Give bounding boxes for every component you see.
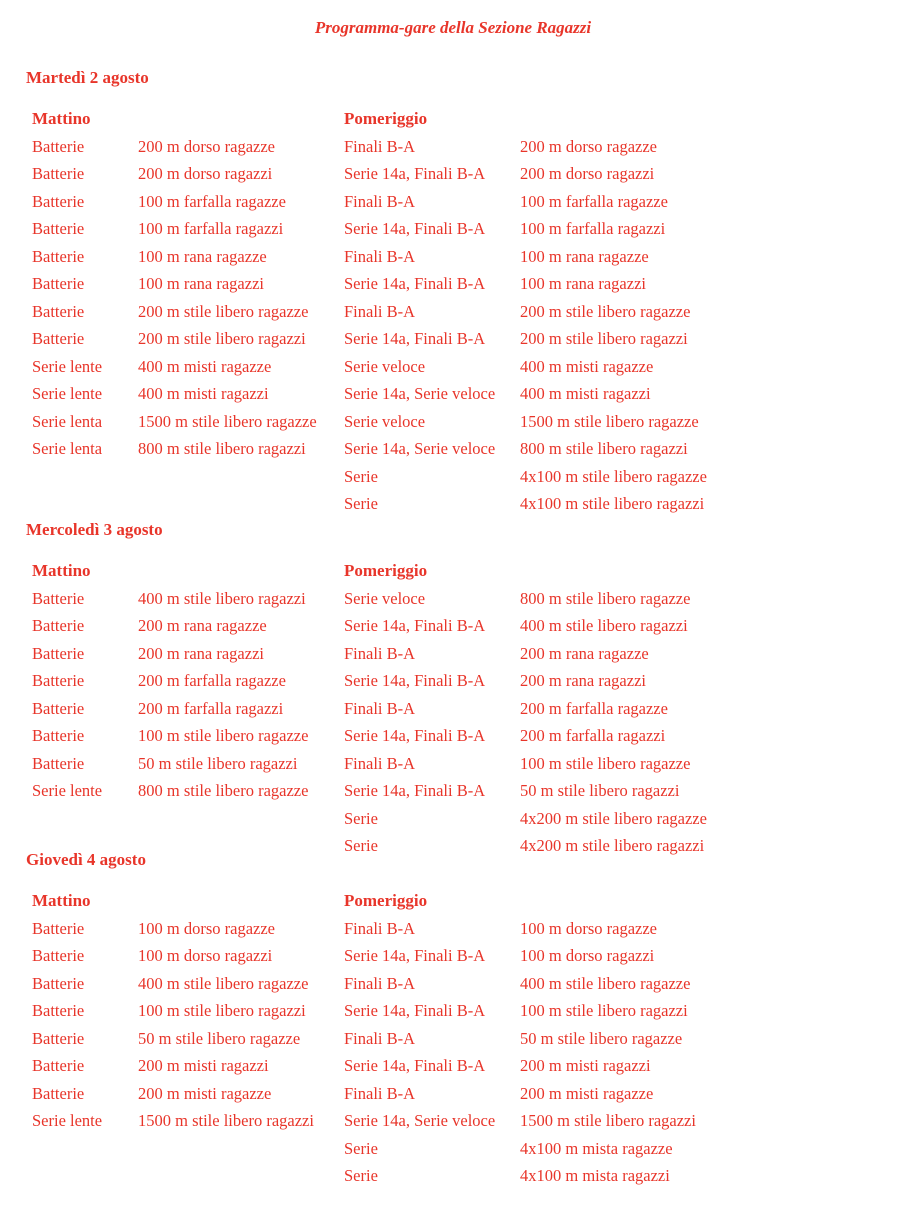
afternoon-event: 400 m misti ragazzi: [520, 384, 651, 403]
morning-session-type: Serie lente: [32, 384, 103, 403]
afternoon-session-type: Finali B-A: [344, 1028, 416, 1048]
afternoon-session-type: Finali B-A: [344, 918, 416, 938]
afternoon-session-type: Serie 14a, Finali B-A: [344, 164, 486, 183]
afternoon-event: 200 m dorso ragazze: [520, 136, 657, 156]
afternoon-session-type: Serie veloce: [344, 411, 426, 431]
afternoon-event: 4x100 m mista ragazzi: [520, 1166, 670, 1185]
morning-session-type: Batterie: [32, 274, 85, 293]
morning-header: Mattino: [32, 891, 91, 910]
afternoon-header: Pomeriggio: [344, 891, 428, 910]
afternoon-session-type: Finali B-A: [344, 246, 416, 266]
day-title: Martedì 2 agosto: [26, 68, 149, 87]
morning-session-type: Batterie: [32, 1083, 85, 1103]
afternoon-event: 400 m misti ragazze: [520, 356, 654, 376]
morning-session-type: Batterie: [32, 671, 85, 690]
afternoon-session-type: Serie: [344, 494, 378, 513]
afternoon-event: 50 m stile libero ragazze: [520, 1028, 683, 1048]
afternoon-event: 100 m dorso ragazze: [520, 918, 657, 938]
afternoon-session-type: Finali B-A: [344, 643, 416, 663]
afternoon-event: 400 m stile libero ragazzi: [520, 616, 688, 635]
afternoon-event: 1500 m stile libero ragazzi: [520, 1111, 696, 1130]
afternoon-event: 4x200 m stile libero ragazzi: [520, 836, 705, 855]
afternoon-event: 50 m stile libero ragazzi: [520, 781, 680, 800]
morning-session-type: Batterie: [32, 753, 85, 773]
morning-header: Mattino: [32, 109, 91, 128]
morning-event: 100 m stile libero ragazzi: [138, 1001, 306, 1020]
morning-event: 200 m rana ragazzi: [138, 643, 264, 663]
morning-event: 100 m rana ragazzi: [138, 274, 264, 293]
morning-session-type: Batterie: [32, 164, 85, 183]
morning-session-type: Batterie: [32, 191, 85, 211]
afternoon-session-type: Finali B-A: [344, 753, 416, 773]
morning-session-type: Batterie: [32, 1001, 85, 1020]
morning-event: 400 m misti ragazze: [138, 356, 272, 376]
morning-session-type: Batterie: [32, 329, 85, 348]
afternoon-session-type: Serie 14a, Finali B-A: [344, 671, 486, 690]
afternoon-event: 100 m dorso ragazzi: [520, 946, 655, 965]
afternoon-event: 100 m farfalla ragazze: [520, 191, 668, 211]
day-title: Giovedì 4 agosto: [26, 850, 146, 869]
afternoon-event: 100 m farfalla ragazzi: [520, 219, 666, 238]
morning-event: 100 m stile libero ragazze: [138, 726, 309, 745]
afternoon-event: 200 m misti ragazzi: [520, 1056, 651, 1075]
morning-session-type: Batterie: [32, 219, 85, 238]
afternoon-event: 100 m rana ragazze: [520, 246, 649, 266]
afternoon-session-type: Serie: [344, 1138, 378, 1158]
morning-session-type: Batterie: [32, 136, 85, 156]
afternoon-header: Pomeriggio: [344, 561, 428, 580]
morning-event: 200 m rana ragazze: [138, 616, 267, 635]
day-title: Mercoledì 3 agosto: [26, 520, 163, 539]
morning-event: 100 m dorso ragazze: [138, 918, 275, 938]
morning-event: 200 m misti ragazze: [138, 1083, 272, 1103]
morning-event: 200 m stile libero ragazzi: [138, 329, 306, 348]
afternoon-event: 200 m rana ragazze: [520, 643, 649, 663]
afternoon-session-type: Serie 14a, Finali B-A: [344, 946, 486, 965]
morning-session-type: Batterie: [32, 246, 85, 266]
afternoon-session-type: Serie 14a, Finali B-A: [344, 219, 486, 238]
afternoon-event: 800 m stile libero ragazzi: [520, 439, 688, 458]
morning-event: 100 m dorso ragazzi: [138, 946, 273, 965]
morning-session-type: Batterie: [32, 698, 85, 718]
morning-session-type: Batterie: [32, 616, 85, 635]
afternoon-session-type: Serie: [344, 836, 378, 855]
afternoon-session-type: Serie 14a, Finali B-A: [344, 781, 486, 800]
afternoon-event: 4x200 m stile libero ragazze: [520, 808, 707, 828]
morning-session-type: Batterie: [32, 1028, 85, 1048]
afternoon-session-type: Serie 14a, Serie veloce: [344, 384, 496, 403]
page-title: Programma-gare della Sezione Ragazzi: [314, 18, 592, 37]
afternoon-event: 200 m stile libero ragazze: [520, 301, 691, 321]
morning-event: 800 m stile libero ragazzi: [138, 439, 306, 458]
afternoon-session-type: Finali B-A: [344, 698, 416, 718]
afternoon-event: 200 m farfalla ragazze: [520, 698, 668, 718]
morning-event: 200 m dorso ragazze: [138, 136, 275, 156]
morning-session-type: Batterie: [32, 301, 85, 321]
morning-session-type: Serie lente: [32, 356, 103, 376]
morning-event: 200 m farfalla ragazzi: [138, 698, 284, 718]
afternoon-session-type: Serie 14a, Finali B-A: [344, 329, 486, 348]
morning-session-type: Serie lenta: [32, 439, 103, 458]
afternoon-event: 200 m dorso ragazzi: [520, 164, 655, 183]
morning-event: 200 m farfalla ragazze: [138, 671, 286, 690]
afternoon-event: 100 m stile libero ragazze: [520, 753, 691, 773]
afternoon-session-type: Finali B-A: [344, 191, 416, 211]
morning-event: 1500 m stile libero ragazze: [138, 411, 317, 431]
morning-event: 100 m farfalla ragazze: [138, 191, 286, 211]
afternoon-session-type: Finali B-A: [344, 973, 416, 993]
afternoon-session-type: Serie: [344, 1166, 378, 1185]
afternoon-session-type: Serie 14a, Finali B-A: [344, 1056, 486, 1075]
afternoon-session-type: Finali B-A: [344, 301, 416, 321]
morning-session-type: Batterie: [32, 946, 85, 965]
afternoon-session-type: Serie 14a, Finali B-A: [344, 274, 486, 293]
morning-session-type: Serie lente: [32, 781, 103, 800]
morning-session-type: Batterie: [32, 918, 85, 938]
morning-event: 50 m stile libero ragazze: [138, 1028, 301, 1048]
afternoon-session-type: Serie 14a, Finali B-A: [344, 616, 486, 635]
morning-session-type: Batterie: [32, 726, 85, 745]
morning-event: 200 m dorso ragazzi: [138, 164, 273, 183]
afternoon-event: 200 m rana ragazzi: [520, 671, 646, 690]
morning-event: 100 m rana ragazze: [138, 246, 267, 266]
afternoon-event: 4x100 m stile libero ragazze: [520, 466, 707, 486]
afternoon-session-type: Serie veloce: [344, 356, 426, 376]
afternoon-event: 4x100 m mista ragazze: [520, 1138, 673, 1158]
morning-event: 400 m misti ragazzi: [138, 384, 269, 403]
morning-event: 50 m stile libero ragazzi: [138, 753, 298, 773]
afternoon-session-type: Serie 14a, Serie veloce: [344, 1111, 496, 1130]
afternoon-event: 200 m misti ragazze: [520, 1083, 654, 1103]
afternoon-session-type: Serie 14a, Finali B-A: [344, 1001, 486, 1020]
afternoon-event: 400 m stile libero ragazze: [520, 973, 691, 993]
morning-session-type: Batterie: [32, 643, 85, 663]
morning-event: 800 m stile libero ragazze: [138, 781, 309, 800]
afternoon-session-type: Finali B-A: [344, 1083, 416, 1103]
morning-event: 200 m stile libero ragazze: [138, 301, 309, 321]
afternoon-event: 200 m farfalla ragazzi: [520, 726, 666, 745]
afternoon-session-type: Serie: [344, 466, 378, 486]
afternoon-event: 1500 m stile libero ragazze: [520, 411, 699, 431]
afternoon-session-type: Serie 14a, Finali B-A: [344, 726, 486, 745]
afternoon-event: 800 m stile libero ragazze: [520, 588, 691, 608]
morning-session-type: Serie lente: [32, 1111, 103, 1130]
morning-event: 400 m stile libero ragazzi: [138, 588, 306, 608]
afternoon-session-type: Serie 14a, Serie veloce: [344, 439, 496, 458]
afternoon-header: Pomeriggio: [344, 109, 428, 128]
afternoon-event: 200 m stile libero ragazzi: [520, 329, 688, 348]
afternoon-session-type: Finali B-A: [344, 136, 416, 156]
afternoon-session-type: Serie: [344, 808, 378, 828]
morning-event: 100 m farfalla ragazzi: [138, 219, 284, 238]
morning-session-type: Batterie: [32, 973, 85, 993]
afternoon-session-type: Serie veloce: [344, 588, 426, 608]
afternoon-event: 100 m stile libero ragazzi: [520, 1001, 688, 1020]
morning-event: 400 m stile libero ragazze: [138, 973, 309, 993]
morning-event: 200 m misti ragazzi: [138, 1056, 269, 1075]
morning-header: Mattino: [32, 561, 91, 580]
morning-session-type: Batterie: [32, 588, 85, 608]
afternoon-event: 4x100 m stile libero ragazzi: [520, 494, 705, 513]
morning-session-type: Serie lenta: [32, 411, 103, 431]
morning-session-type: Batterie: [32, 1056, 85, 1075]
morning-event: 1500 m stile libero ragazzi: [138, 1111, 314, 1130]
afternoon-event: 100 m rana ragazzi: [520, 274, 646, 293]
